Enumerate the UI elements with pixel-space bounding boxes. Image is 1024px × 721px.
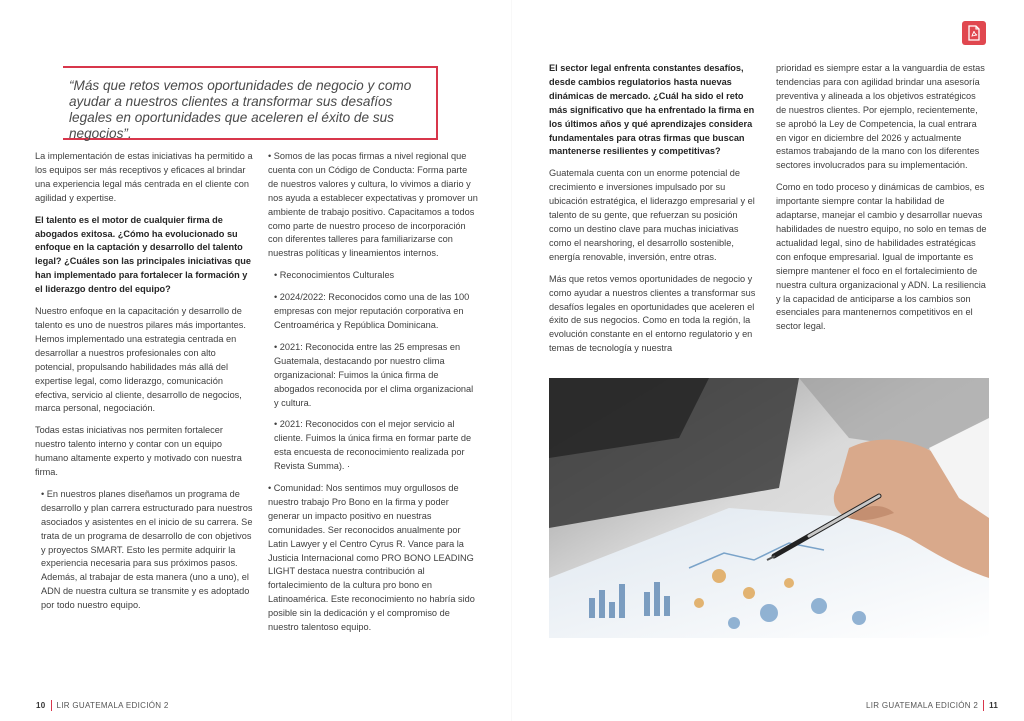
paragraph: La implementación de estas iniciativas ha permitido a los equipos ser más receptivos y eficaces al brindar una experiencia legal más centrada en el cliente con agilidad y expertise. (35, 151, 253, 203)
sub-bullet-item: • 2024/2022: Reconocidos como una de las 100 empresas con mejor reputación corporativa en Centroamérica y República Dominicana. (274, 292, 470, 330)
paragraph: Más que retos vemos oportunidades de negocio y como ayudar a nuestros clientes a transformar sus desafíos legales en oportunidades que aceleren el éxito de sus negocios. Como en toda la región, la evolución constante en el entorno regulatorio y en temas de tecnología y nuestra (549, 273, 756, 354)
interview-question: El talento es el motor de cualquier firma de abogados exitosa. ¿Cómo ha evolucionado su enfoque en la captación y desarrollo del talento legal? ¿Cuáles son las principales iniciativas que han implementado para fortalecer la formación y el liderazgo dentro del equipo? (35, 214, 251, 295)
bullet-item: • Comunidad: Nos sentimos muy orgullosos de nuestro trabajo Pro Bono en la firma y poder generar un impacto positivo en nuestras comunidades. Ser reconocidos anualmente por Latin Lawyer y el Centro Cyrus R. Vance para la Justicia Internacional como PRO BONO LEADING LIGHT destaca nuestra contribución al fortalecimiento de la cultura pro bono en Latinoamérica. Este reconocimiento no habría sido posible sin la dedicación y el compromiso de nuestro talentoso equipo. (268, 483, 475, 633)
photo-illustration (549, 378, 989, 638)
pdf-download-icon[interactable] (962, 21, 986, 45)
pull-quote: “Más que retos vemos oportunidades de negocio y como ayudar a nuestros clientes a transformar sus desafíos legales en oportunidades que aceleren el éxito de sus negocios”. (69, 78, 412, 141)
footer-divider (983, 700, 984, 711)
bullet-item: • Reconocimientos Culturales (274, 270, 395, 281)
right-column-2 (776, 62, 988, 342)
paragraph: Como en todo proceso y dinámicas de cambios, es importante siempre contar la habilidad de adaptarse, manejar el cambio y desarrollar nuevas habilidades de nuestro equipo, no solo en temas de actualidad legal, sino de habilidades estratégicas con enfoque empresarial. Igual de importante es siempre mantener el foco en el fortalecimiento de nuestra cultura organizacional y ADN. La resiliencia y la capacidad de anticiparse a los cambios son esenciales para mantenernos competitivos en el sector legal. (776, 182, 987, 332)
left-column-1 (35, 150, 255, 621)
interview-question: El sector legal enfrenta constantes desafíos, desde cambios regulatorios hasta nuevas dinámicas de mercado. ¿Cuál ha sido el reto más significativo que ha enfrentado la firma en los últimos años y qué aprendizajes considera fundamentales para otras firmas que buscan mantenerse resilientes y competitivas? (549, 63, 755, 157)
footer-left (36, 700, 169, 711)
hand-with-pen-charts-photo (549, 378, 989, 638)
sub-bullet-item: • 2021: Reconocidos con el mejor servicio al cliente. Fuimos la única firma en formar parte de esta encuesta de reconocimiento realizada por Revista Summa). · (274, 419, 472, 472)
footer-divider (51, 700, 52, 711)
right-column-1 (549, 62, 761, 364)
paragraph: Nuestro enfoque en la capacitación y desarrollo de talento es uno de nuestros pilares más importantes. Hemos implementado una estrategia centrada en desarrollar a nuestros profesionales con alto potencial, propulsando habilidades más allá del expertise legal, como liderazgo, comunicación efectiva, servicio al cliente, desarrollo de negocios, marca personal, negociación. (35, 306, 246, 414)
page-number: 10 (36, 701, 46, 710)
bullet-item: • En nuestros planes diseñamos un programa de desarrollo y plan carrera estructurado para nuestros asociados y asistentes en el inicio de su carrera. Se trata de un programa de desarrollo de con objetivos y proyectos SMART. Esto les permite adquirir la experiencia necesaria para sus próximos pasos. Además, al trabajar de esta manera (uno a uno), el ADN de nuestra cultura se transmite y es adoptado por todo nuestro equipo. (41, 488, 253, 611)
document-icon (967, 25, 981, 41)
paragraph: Guatemala cuenta con un enorme potencial de crecimiento e inversiones impulsado por su ubicación estratégica, el liderazgo empresarial y el talento de su gente, que refuerzan su posición como un destino clave para muchas iniciativas como el nearshoring, el desarrollo sostenible, energía renovable, inversión, entre otras. (549, 168, 755, 262)
page-number: 11 (989, 701, 999, 710)
page-gutter (511, 0, 512, 721)
left-column-2 (268, 150, 478, 643)
bullet-item: • Somos de las pocas firmas a nivel regional que cuenta con un Código de Conducta: Forma parte de nuestros valores y cultura, lo vivimos a diario y nos ayuda a establecer expectativas y promover un ambiente de trabajo positivo. Capacitamos a todos como parte de nuestro proceso de incorporación con diferentes talleres para familiarizarse con nuestras políticas y lineamientos internos. (268, 151, 478, 259)
paragraph: prioridad es siempre estar a la vanguardia de estas tendencias para con agilidad brindar una asesoría preventiva y alineada a los objetivos estratégicos de nuestros clientes. Por ejemplo, recientemente, se aprobó la Ley de Competencia, la cual entrara en vigor en diciembre del 2026 y actualmente estamos trabajando de la mano con los diferentes sectores involucrados para su implementación. (776, 63, 985, 171)
publication-name: LIR GUATEMALA EDICIÓN 2 (866, 701, 979, 710)
sub-bullet-item: • 2021: Reconocida entre las 25 empresas en Guatemala, destacando por nuestro clima organizacional: Fuimos la única firma de abogados reconocida por el clima organizacional y cultura. (274, 341, 474, 408)
paragraph: Todas estas iniciativas nos permiten fortalecer nuestro talento interno y contar con un equipo humano altamente experto y motivado con nuestra firma. (35, 425, 242, 478)
footer-right (866, 700, 998, 711)
publication-name: LIR GUATEMALA EDICIÓN 2 (56, 701, 169, 710)
